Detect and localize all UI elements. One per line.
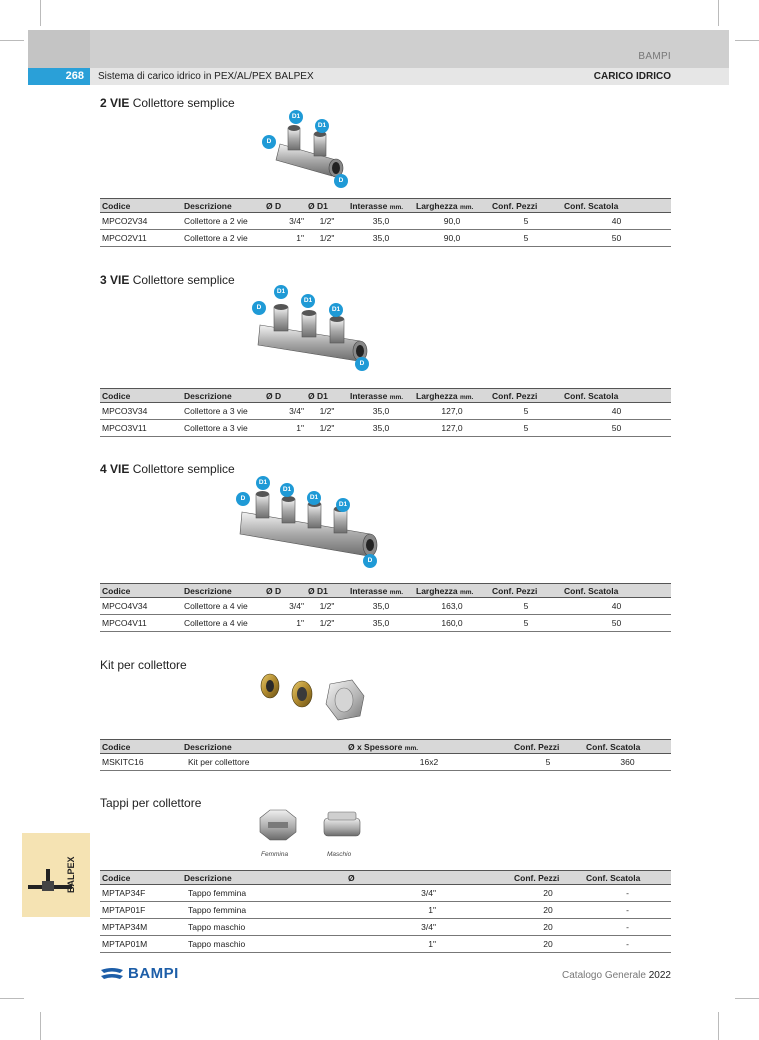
table-kit (100, 739, 671, 771)
section-title-3-vie: 3 VIE Collettore semplice (100, 273, 235, 287)
table-row: MPTAP01M Tappo maschio 1" 20 - (100, 936, 671, 953)
table-3-vie (100, 388, 671, 437)
section-title-kit: Kit per collettore (100, 658, 187, 672)
table-row: MSKITC16 Kit per collettore 16x2 5 360 (100, 754, 671, 771)
tag-d1: D1 (307, 491, 321, 505)
table-header: Codice Descrizione Ø D Ø D1 Interasse mm. Larghezza mm. Conf. Pezzi Conf. Scatola (100, 389, 671, 403)
page-title: Sistema di carico idrico in PEX/AL/PEX BALPEX (98, 71, 314, 82)
tag-d1: D1 (336, 498, 350, 512)
table-header: Codice Descrizione Ø D Ø D1 Interasse mm. Larghezza mm. Conf. Pezzi Conf. Scatola (100, 199, 671, 213)
kit-collettore-image (256, 670, 366, 730)
table-tappi (100, 870, 671, 953)
tag-d1: D1 (280, 483, 294, 497)
tag-d1: D1 (289, 110, 303, 124)
table-row: MPCO2V11 Collettore a 2 vie 1" 1/2" 35,0 90,0 5 50 (100, 230, 671, 247)
side-tab-label: BALPEX (66, 856, 76, 894)
tag-d1: D1 (329, 303, 343, 317)
tag-d1: D1 (256, 476, 270, 490)
footer-logo (100, 965, 179, 982)
bampi-logo-icon (100, 967, 124, 981)
tappi-image (256, 808, 370, 848)
collettore-2-vie-image (262, 110, 354, 190)
table-row: MPCO4V11 Collettore a 4 vie 1" 1/2" 35,0 160,0 5 50 (100, 615, 671, 632)
table-header: Codice Descrizione Ø D Ø D1 Interasse mm. Larghezza mm. Conf. Pezzi Conf. Scatola (100, 584, 671, 598)
tag-d1: D1 (301, 294, 315, 308)
section-title-2-vie: 2 VIE Collettore semplice (100, 96, 235, 110)
tag-d: D (334, 174, 348, 188)
header-band (28, 30, 729, 68)
table-row: MPTAP01F Tappo femmina 1" 20 - (100, 902, 671, 919)
caption-maschio: Maschio (327, 851, 352, 858)
table-2-vie (100, 198, 671, 247)
table-row: MPTAP34M Tappo maschio 3/4" 20 - (100, 919, 671, 936)
page-number: 268 (28, 68, 90, 85)
table-row: MPCO2V34 Collettore a 2 vie 3/4" 1/2" 35,0 90,0 5 40 (100, 213, 671, 230)
tag-d: D (252, 301, 266, 315)
caption-femmina: Femmina (261, 851, 289, 858)
table-row: MPCO4V34 Collettore a 4 vie 3/4" 1/2" 35,0 163,0 5 40 (100, 598, 671, 615)
table-row: MPCO3V11 Collettore a 3 vie 1" 1/2" 35,0 127,0 5 50 (100, 420, 671, 437)
header-brand: BAMPI (638, 51, 671, 62)
tag-d1: D1 (274, 285, 288, 299)
tag-d1: D1 (315, 119, 329, 133)
table-row: MPTAP34F Tappo femmina 3/4" 20 - (100, 885, 671, 902)
page-section: CARICO IDRICO (593, 71, 671, 82)
collettore-3-vie-image (252, 285, 378, 371)
table-header: Codice Descrizione Ø Conf. Pezzi Conf. Scatola (100, 871, 671, 885)
section-title-4-vie: 4 VIE Collettore semplice (100, 462, 235, 476)
tag-d: D (355, 357, 369, 371)
footer-catalog: Catalogo Generale 2022 (562, 970, 671, 981)
table-4-vie (100, 583, 671, 632)
table-row: MPCO3V34 Collettore a 3 vie 3/4" 1/2" 35,0 127,0 5 40 (100, 403, 671, 420)
tag-d: D (236, 492, 250, 506)
collettore-4-vie-image (236, 476, 382, 570)
tag-d: D (262, 135, 276, 149)
table-header: Codice Descrizione Ø x Spessore mm. Conf. Pezzi Conf. Scatola (100, 740, 671, 754)
section-title-tappi: Tappi per collettore (100, 796, 202, 810)
header-left-block (28, 30, 90, 68)
tag-d: D (363, 554, 377, 568)
footer-logo-text: BAMPI (128, 965, 179, 982)
